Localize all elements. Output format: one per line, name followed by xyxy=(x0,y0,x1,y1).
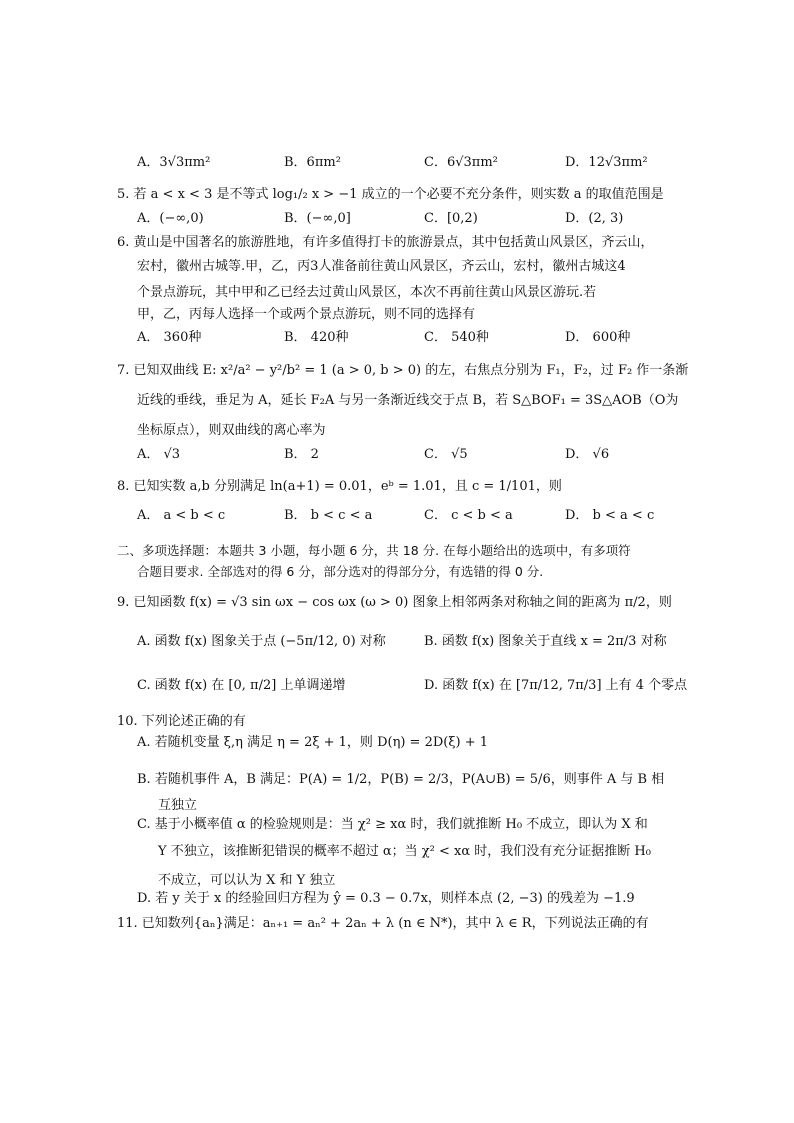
q9-option-c: C. 函数 f(x) 在 [0, π/2] 上单调递增 xyxy=(137,678,346,693)
q6-option-d: D． 600种 xyxy=(565,330,631,345)
q6-line-3: 个景点游玩，其中甲和乙已经去过黄山风景区，本次不再前往黄山风景区游玩.若 xyxy=(137,285,597,300)
q10-option-c-line-3: 不成立，可以认为 X 和 Y 独立 xyxy=(158,873,336,888)
q7-line-1: 7. 已知双曲线 E: x²/a² − y²/b² = 1 (a > 0, b > 0) 的左，右焦点分别为 F₁，F₂，过 F₂ 作一条渐 xyxy=(117,363,689,378)
q10-option-d: D. 若 y 关于 x 的经验回归方程为 ŷ = 0.3 − 0.7x，则样本点 (2, −3) 的残差为 −1.9 xyxy=(137,891,635,906)
q6-option-a: A． 360种 xyxy=(137,330,202,345)
q4-option-d: D．12√3πm² xyxy=(565,155,648,170)
q10-option-c-line-2: Y 不独立，该推断犯错误的概率不超过 α；当 χ² < xα 时，我们没有充分证据推断 H₀ xyxy=(158,844,651,859)
q10-option-a: A. 若随机变量 ξ,η 满足 η = 2ξ + 1，则 D(η) = 2D(ξ) + 1 xyxy=(137,735,489,750)
q10-option-b-line-2: 互独立 xyxy=(158,798,198,813)
q7-option-b: B． 2 xyxy=(284,447,319,462)
q9-option-b: B. 函数 f(x) 图象关于直线 x = 2π/3 对称 xyxy=(424,634,667,649)
q9-option-a: A. 函数 f(x) 图象关于点 (−5π/12, 0) 对称 xyxy=(137,634,386,649)
q7-option-d: D． √6 xyxy=(565,447,610,462)
q4-option-b: B．6πm² xyxy=(284,155,341,170)
section2-heading: 二、多项选择题：本题共 3 小题，每小题 6 分，共 18 分. 在每小题给出的选项中，有多项符 xyxy=(117,543,631,558)
q9-option-d: D. 函数 f(x) 在 [7π/12, 7π/3] 上有 4 个零点 xyxy=(424,678,688,693)
q6-option-b: B． 420种 xyxy=(284,330,349,345)
q10-option-b-line-1: B. 若随机事件 A，B 满足：P(A) = 1/2，P(B) = 2/3，P(A∪B) = 5/6，则事件 A 与 B 相 xyxy=(137,772,665,787)
q4-option-c: C．6√3πm² xyxy=(424,155,498,170)
q10-option-c-line-1: C. 基于小概率值 α 的检验规则是：当 χ² ≥ xα 时，我们就推断 H₀ 不成立，即认为 X 和 xyxy=(137,817,648,832)
q8-option-b: B． b < c < a xyxy=(284,508,373,523)
q8-option-d: D． b < a < c xyxy=(565,508,655,523)
q6-line-2: 宏村，徽州古城等.甲，乙，丙3人准备前往黄山风景区，齐云山，宏村，徽州古城这4 xyxy=(137,259,626,274)
q7-option-a: A． √3 xyxy=(137,447,181,462)
q9-stem: 9. 已知函数 f(x) = √3 sin ωx − cos ωx (ω > 0) 图象上相邻两条对称轴之间的距离为 π/2，则 xyxy=(117,595,672,610)
q4-option-a: A．3√3πm² xyxy=(137,155,211,170)
q11-stem: 11. 已知数列{aₙ}满足：aₙ₊₁ = aₙ² + 2aₙ + λ (n ∈ N*)，其中 λ ∈ R，下列说法正确的有 xyxy=(117,916,649,931)
q5-option-c: C．[0,2) xyxy=(424,211,478,226)
q10-stem: 10. 下列论述正确的有 xyxy=(117,714,246,729)
q8-option-a: A． a < b < c xyxy=(137,508,226,523)
q8-option-c: C． c < b < a xyxy=(424,508,513,523)
q5-stem: 5. 若 a < x < 3 是不等式 log₁/₂ x > −1 成立的一个必要不充分条件，则实数 a 的取值范围是 xyxy=(117,187,664,202)
q5-option-a: A．(−∞,0) xyxy=(137,211,204,226)
q8-stem: 8. 已知实数 a,b 分别满足 ln(a+1) = 0.01，eᵇ = 1.01，且 c = 1/101，则 xyxy=(117,479,562,494)
q7-option-c: C． √5 xyxy=(424,447,468,462)
q6-line-1: 6. 黄山是中国著名的旅游胜地，有许多值得打卡的旅游景点，其中包括黄山风景区，齐云山， xyxy=(117,235,654,250)
q7-line-2: 近线的垂线，垂足为 A，延长 F₂A 与另一条渐近线交于点 B，若 S△BOF₁ = 3S△AOB（O为 xyxy=(137,393,679,408)
q7-line-3: 坐标原点），则双曲线的离心率为 xyxy=(137,423,326,438)
q6-option-c: C． 540种 xyxy=(424,330,489,345)
q5-option-d: D．(2, 3) xyxy=(565,211,624,226)
q5-option-b: B．(−∞,0] xyxy=(284,211,351,226)
section2-instructions: 合题目要求. 全部选对的得 6 分，部分选对的得部分分，有选错的得 0 分. xyxy=(137,564,544,579)
q6-line-4: 甲，乙，丙每人选择一个或两个景点游玩，则不同的选择有 xyxy=(137,307,476,322)
